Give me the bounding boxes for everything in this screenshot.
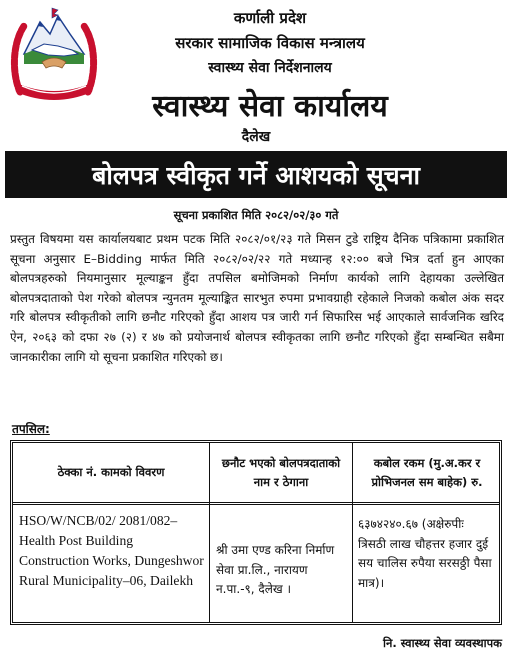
office-title: स्वास्थ्य सेवा कार्यालय (152, 89, 388, 124)
notice-banner (5, 151, 507, 198)
cell-amount: ६३७४२४०.६७ (अक्षेरुपीः त्रिसठी लाख चौहत्तर हजार दुई सय चालिस रुपैया सरसठ्ठी पैसा मात्र)। (358, 517, 492, 590)
header-amount: कबोल रकम (मु.अ.कर र प्रोभिजनल सम बाहेक) रु. (371, 455, 483, 489)
details-heading: तपसिल: (12, 422, 50, 436)
directorate-name: स्वास्थ्य सेवा निर्देशनालय (208, 60, 332, 76)
cell-bidder: श्री उमा एण्ड करिना निर्माण सेवा प्रा.लि., नारायण न.पा.-९, दैलेख । (216, 543, 335, 596)
header-contract: ठेक्का नं. कामको विवरण (57, 465, 165, 479)
header-bidder: छनौट भएको बोलपत्रदाताको नाम र ठेगाना (221, 455, 341, 489)
column-divider (352, 443, 353, 622)
district-name: दैलेख (241, 129, 271, 145)
cell-contract: HSO/W/NCB/02/ 2081/082–Health Post Building Construction Works, Dungeshwor Rural Municipality–06, Dailekh (19, 513, 204, 588)
column-divider (209, 443, 210, 622)
ministry-name: सरकार सामाजिक विकास मन्त्रालय (175, 34, 365, 52)
signatory-title: नि. स्वास्थ्य सेवा व्यवस्थापक (382, 636, 502, 650)
publication-date: सूचना प्रकाशित मिति २०८२/०२/३० गते (173, 208, 339, 222)
province-name: कर्णाली प्रदेश (233, 9, 307, 27)
notice-body: प्रस्तुत विषयमा यस कार्यालयबाट प्रथम पटक मिति २०८२/०१/२३ गते मिसन टुडे राष्ट्रिय दैनिक पत्रिकामा प्रकाशित सूचना अनुसार E–Bidding मार्फत मिति २०८२/०२/२२ गते मध्यान्ह १२:०० बजे भित्र दर्ता हुन आएका बोलपत्रहरुको नियमानुसार मूल्याङ्कन हुँदा तपसिल बमोजिमको निर्माण कार्यको लागि देहायका उल्लेखित बोलपत्रदाताको पेश गरेको बोलपत्र न्युनतम मूल्याङ्कित सारभुत रुपमा प्रभावग्राही रहेकाले निजको कबोल अंक सदर गरि बोलपत्र स्वीकृतीको लागि छनौट गरिएको हुँदा आशय पत्र जारी गर्न सिफारिस भई आएकाले सार्वजनिक खरिद ऐन, २०६३ को दफा २७ (२) र ४७ को प्रयोजनार्थ बोलपत्र स्वीकृतका लागि छनौट गरिएको हुँदा सम्बन्धित सबैमा जानकारीका लागि यो सूचना प्रकाशित गरिएको छ। (10, 232, 505, 364)
award-table (10, 440, 502, 625)
notice-title: बोलपत्र स्वीकृत गर्ने आशयको सूचना (92, 160, 420, 190)
header-divider (13, 502, 499, 505)
